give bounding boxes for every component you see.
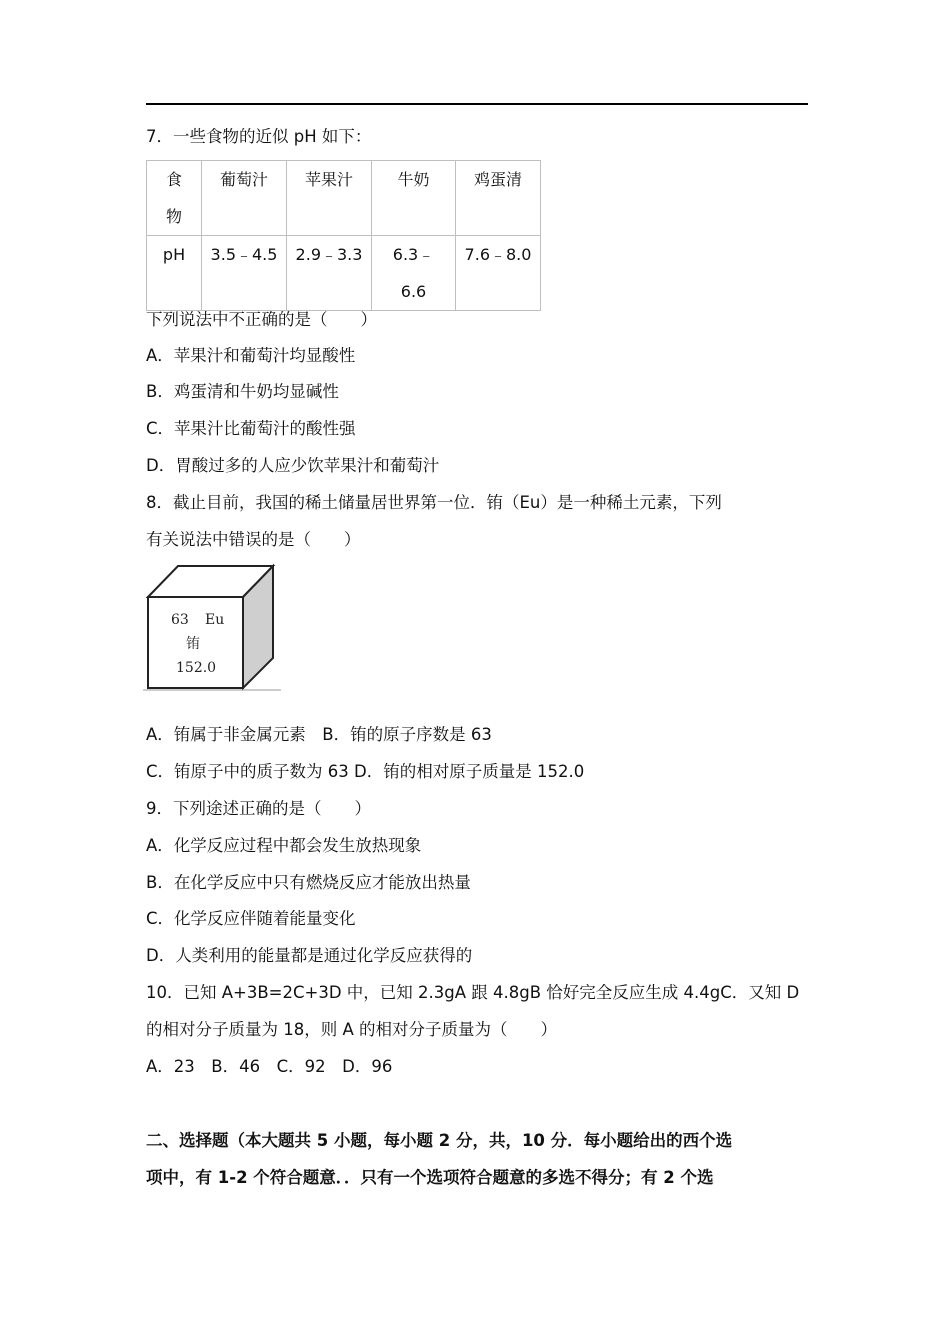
q7-question: 下列说法中不正确的是（ ） bbox=[146, 310, 377, 329]
q9-stem: 9．下列途述正确的是（ ） bbox=[146, 799, 371, 818]
q7-option-b: B．鸡蛋清和牛奶均显碱性 bbox=[146, 382, 339, 401]
q9-option-c: C．化学反应伴随着能量变化 bbox=[146, 909, 356, 928]
q9-option-d: D．人类利用的能量都是通过化学反应获得的 bbox=[146, 946, 473, 965]
table-cell: pH bbox=[147, 236, 202, 311]
q7-option-d: D．胃酸过多的人应少饮苹果汁和葡萄汁 bbox=[146, 456, 440, 475]
table-header-cell: 鸡蛋清 bbox=[456, 161, 541, 236]
ph-table bbox=[146, 160, 541, 311]
q7-stem: 7．一些食物的近似 pH 如下： bbox=[146, 127, 372, 146]
table-header-cell: 苹果汁 bbox=[287, 161, 372, 236]
header-rule bbox=[146, 103, 808, 105]
section2-heading-line2: 项中，有 1-2 个符合题意．．只有一个选项符合题意的多选不得分；有 2 个选 bbox=[146, 1168, 714, 1187]
table-cell: 7.6﹣8.0 bbox=[456, 236, 541, 311]
q9-option-a: A．化学反应过程中都会发生放热现象 bbox=[146, 836, 422, 855]
table-header-cell: 牛奶 bbox=[372, 161, 456, 236]
q10-stem-line2: 的相对分子质量为 18，则 A 的相对分子质量为（ ） bbox=[146, 1020, 558, 1039]
element-name: 铕 bbox=[186, 636, 200, 652]
table-cell: 3.5﹣4.5 bbox=[202, 236, 287, 311]
table-cell: 6.3﹣ 6.6 bbox=[372, 236, 456, 311]
q10-options: A．23 B．46 C．92 D．96 bbox=[146, 1057, 393, 1076]
element-number: 63 bbox=[171, 612, 189, 628]
q9-option-b: B．在化学反应中只有燃烧反应才能放出热量 bbox=[146, 873, 471, 892]
table-header-row bbox=[147, 161, 541, 236]
element-mass: 152.0 bbox=[176, 660, 217, 676]
table-row bbox=[147, 236, 541, 311]
element-symbol: Eu bbox=[205, 612, 225, 628]
element-cube-svg bbox=[143, 562, 283, 692]
q8-stem-line2: 有关说法中错误的是（ ） bbox=[146, 530, 361, 549]
q7-option-a: A．苹果汁和葡萄汁均显酸性 bbox=[146, 346, 356, 365]
q8-options-line2: C．铕原子中的质子数为 63 D．铕的相对原子质量是 152.0 bbox=[146, 762, 585, 781]
q8-stem-line1: 8．截止目前，我国的稀土储量居世界第一位．铕（Eu）是一种稀土元素，下列 bbox=[146, 493, 722, 512]
table-header-cell: 葡萄汁 bbox=[202, 161, 287, 236]
q7-option-c: C．苹果汁比葡萄汁的酸性强 bbox=[146, 419, 356, 438]
q8-options-line1: A．铕属于非金属元素 B．铕的原子序数是 63 bbox=[146, 725, 492, 744]
q10-stem-line1: 10．已知 A+3B=2C+3D 中，已知 2.3gA 跟 4.8gB 恰好完全反应生成 4.4gC．又知 D bbox=[146, 983, 800, 1002]
table-cell: 2.9﹣3.3 bbox=[287, 236, 372, 311]
section2-heading-line1: 二、选择题（本大题共 5 小题，每小题 2 分，共，10 分．每小题给出的西个选 bbox=[146, 1131, 733, 1150]
table-header-cell: 食 物 bbox=[147, 161, 202, 236]
element-card-figure bbox=[143, 562, 283, 692]
